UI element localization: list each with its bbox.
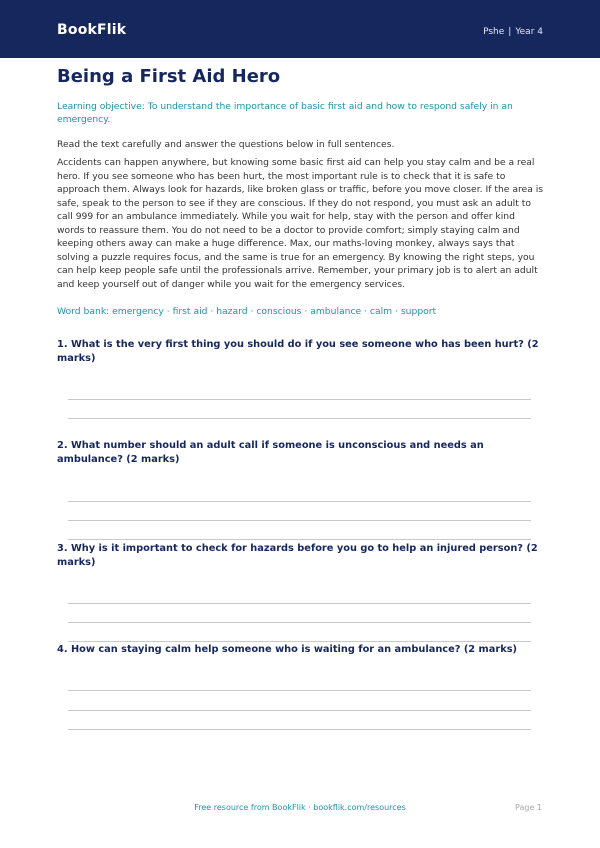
page-number: Page 1 xyxy=(515,803,542,812)
answer-line[interactable] xyxy=(68,603,531,604)
meta-separator: | xyxy=(508,27,512,37)
question-1: 1. What is the very first thing you should do if you see someone who has been hurt? (2 marks) xyxy=(57,339,539,364)
header-meta xyxy=(483,27,543,37)
answer-line[interactable] xyxy=(68,622,531,623)
answer-line[interactable] xyxy=(68,399,531,400)
worksheet-title: Being a First Aid Hero xyxy=(57,66,281,87)
question-3: 3. Why is it important to check for hazards before you go to help an injured person? (2 marks) xyxy=(57,543,538,568)
question-4: 4. How can staying calm help someone who is waiting for an ambulance? (2 marks) xyxy=(57,644,518,655)
answer-line[interactable] xyxy=(68,418,531,419)
answer-line[interactable] xyxy=(68,641,531,642)
instructions: Read the text carefully and answer the questions below in full sentences. xyxy=(57,139,395,150)
answer-line[interactable] xyxy=(68,710,531,711)
footer-credit: Free resource from BookFlik · bookflik.com/resources xyxy=(194,803,406,812)
question-2: 2. What number should an adult call if someone is unconscious and needs an ambulance? (2 marks) xyxy=(57,440,484,465)
page-header xyxy=(0,0,600,58)
year-label: Year 4 xyxy=(515,27,543,37)
reading-passage: Accidents can happen anywhere, but knowing some basic first aid can help you stay calm and be a real hero. If you see someone who has been hurt, the most important rule is to check that it is safe to approach them. Always look for hazards, like broken glass or traffic, before you move closer. If the area is safe, speak to the person to see if they are conscious. If they do not respond, you must ask an adult to call 999 for an ambulance immediately. While you wait for help, stay with the person and offer kind words to reassure them. You do not need to be a doctor to provide comfort; simply staying calm and keeping others away can make a huge difference. Max, our maths-loving monkey, always says that solving a puzzle requires focus, and the same is true for an emergency. By knowing the right steps, you can help keep people safe until the professionals arrive. Remember, your primary job is to alert an adult and keep yourself out of danger while you wait for the emergency services. xyxy=(57,157,544,290)
word-bank: Word bank: emergency · first aid · hazard · conscious · ambulance · calm · support xyxy=(57,306,437,317)
brand-logo: BookFlik xyxy=(57,22,127,38)
answer-line[interactable] xyxy=(68,501,531,502)
subject-label: Pshe xyxy=(483,27,505,37)
answer-line[interactable] xyxy=(68,539,531,540)
learning-objective: Learning objective: To understand the importance of basic first aid and how to respond safely in an emergency. xyxy=(57,101,513,125)
answer-line[interactable] xyxy=(68,729,531,730)
answer-line[interactable] xyxy=(68,690,531,691)
answer-line[interactable] xyxy=(68,520,531,521)
